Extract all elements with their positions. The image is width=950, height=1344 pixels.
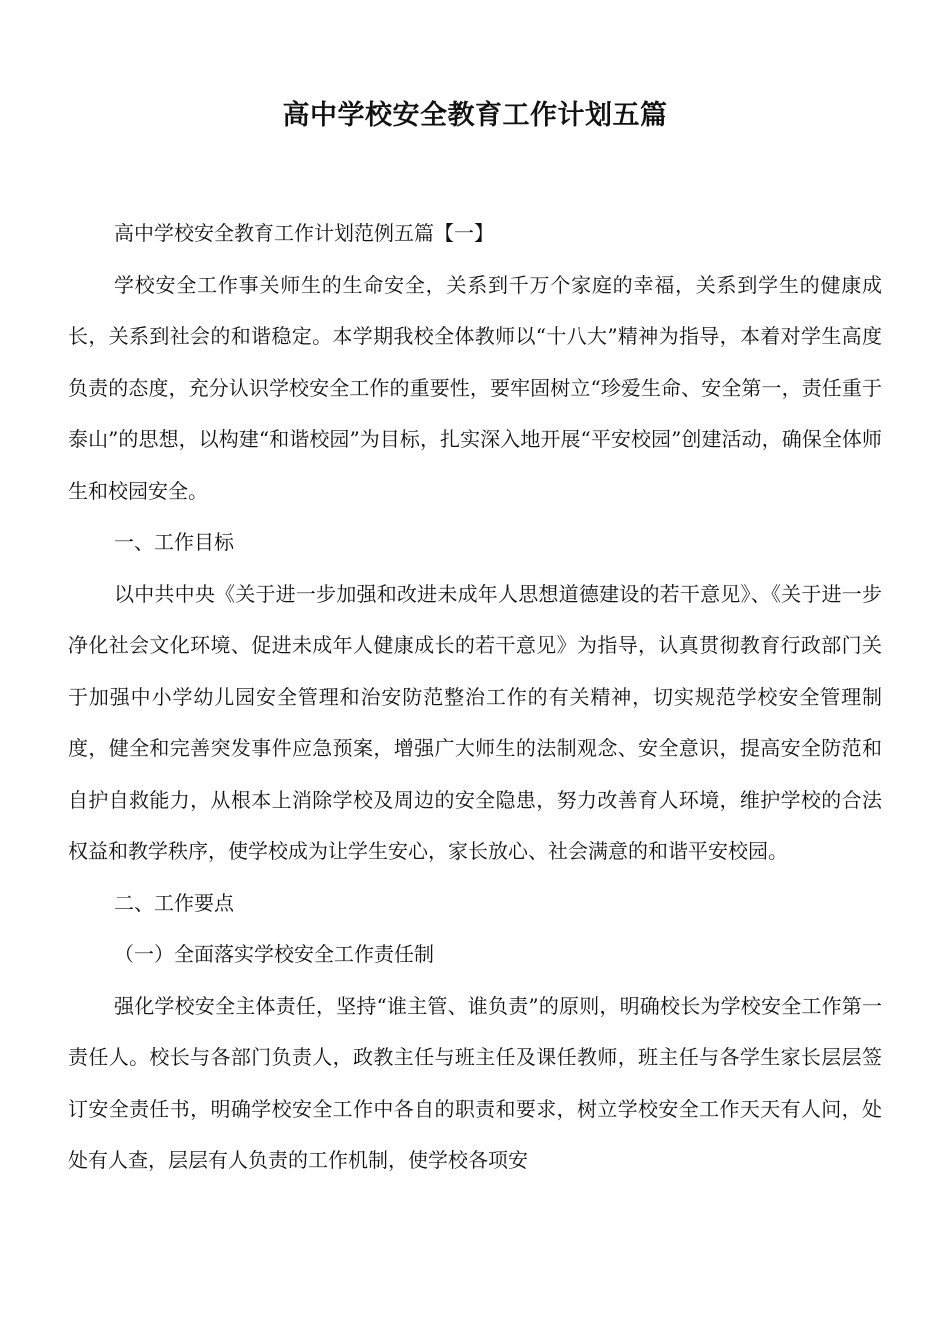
document-title: 高中学校安全教育工作计划五篇 <box>282 100 668 131</box>
part1-heading: 一、工作目标 <box>114 530 234 554</box>
intro-paragraph: 学校安全工作事关师生的生命安全，关系到千万个家庭的幸福，关系到学生的健康成长，关系到社会的和谐稳定。本学期我校全体教师以“十八大”精神为指导，本着对学生高度负责的态度，充分认识学校安全工作的重要性，要牢固树立“珍爱生命、安全第一，责任重于泰山”的思想，以构建“和谐校园”为目标，扎实深入地开展“平安校园”创建活动，确保全体师生和校园安全。 <box>68 272 882 503</box>
part2-sub1-heading: （一）全面落实学校安全工作责任制 <box>114 942 434 966</box>
part2-sub1-paragraph: 强化学校安全主体责任，坚持“谁主管、谁负责”的原则，明确校长为学校安全工作第一责任人。校长与各部门负责人，政教主任与班主任及课任教师，班主任与各学生家长层层签订安全责任书，明确学校安全工作中各自的职责和要求，树立学校安全工作天天有人问，处处有人查，层层有人负责的工作机制，使学校各项安 <box>68 993 882 1172</box>
part2-heading: 二、工作要点 <box>114 890 234 915</box>
part1-paragraph: 以中共中央《关于进一步加强和改进未成年人思想道德建设的若干意见》、《关于进一步净化社会文化环境、促进未成年人健康成长的若干意见》为指导，认真贯彻教育行政部门关于加强中小学幼儿园安全管理和治安防范整治工作的有关精神，切实规范学校安全管理制度，健全和完善突发事件应急预案，增强广大师生的法制观念、安全意识，提高安全防范和自护自救能力，从根本上消除学校及周边的安全隐患，努力改善育人环境，维护学校的合法权益和教学秩序，使学校成为让学生安心，家长放心、社会满意的和谐平安校园。 <box>68 581 882 863</box>
section-heading: 高中学校安全教育工作计划范例五篇【一】 <box>114 221 494 245</box>
document-body <box>68 208 882 1187</box>
